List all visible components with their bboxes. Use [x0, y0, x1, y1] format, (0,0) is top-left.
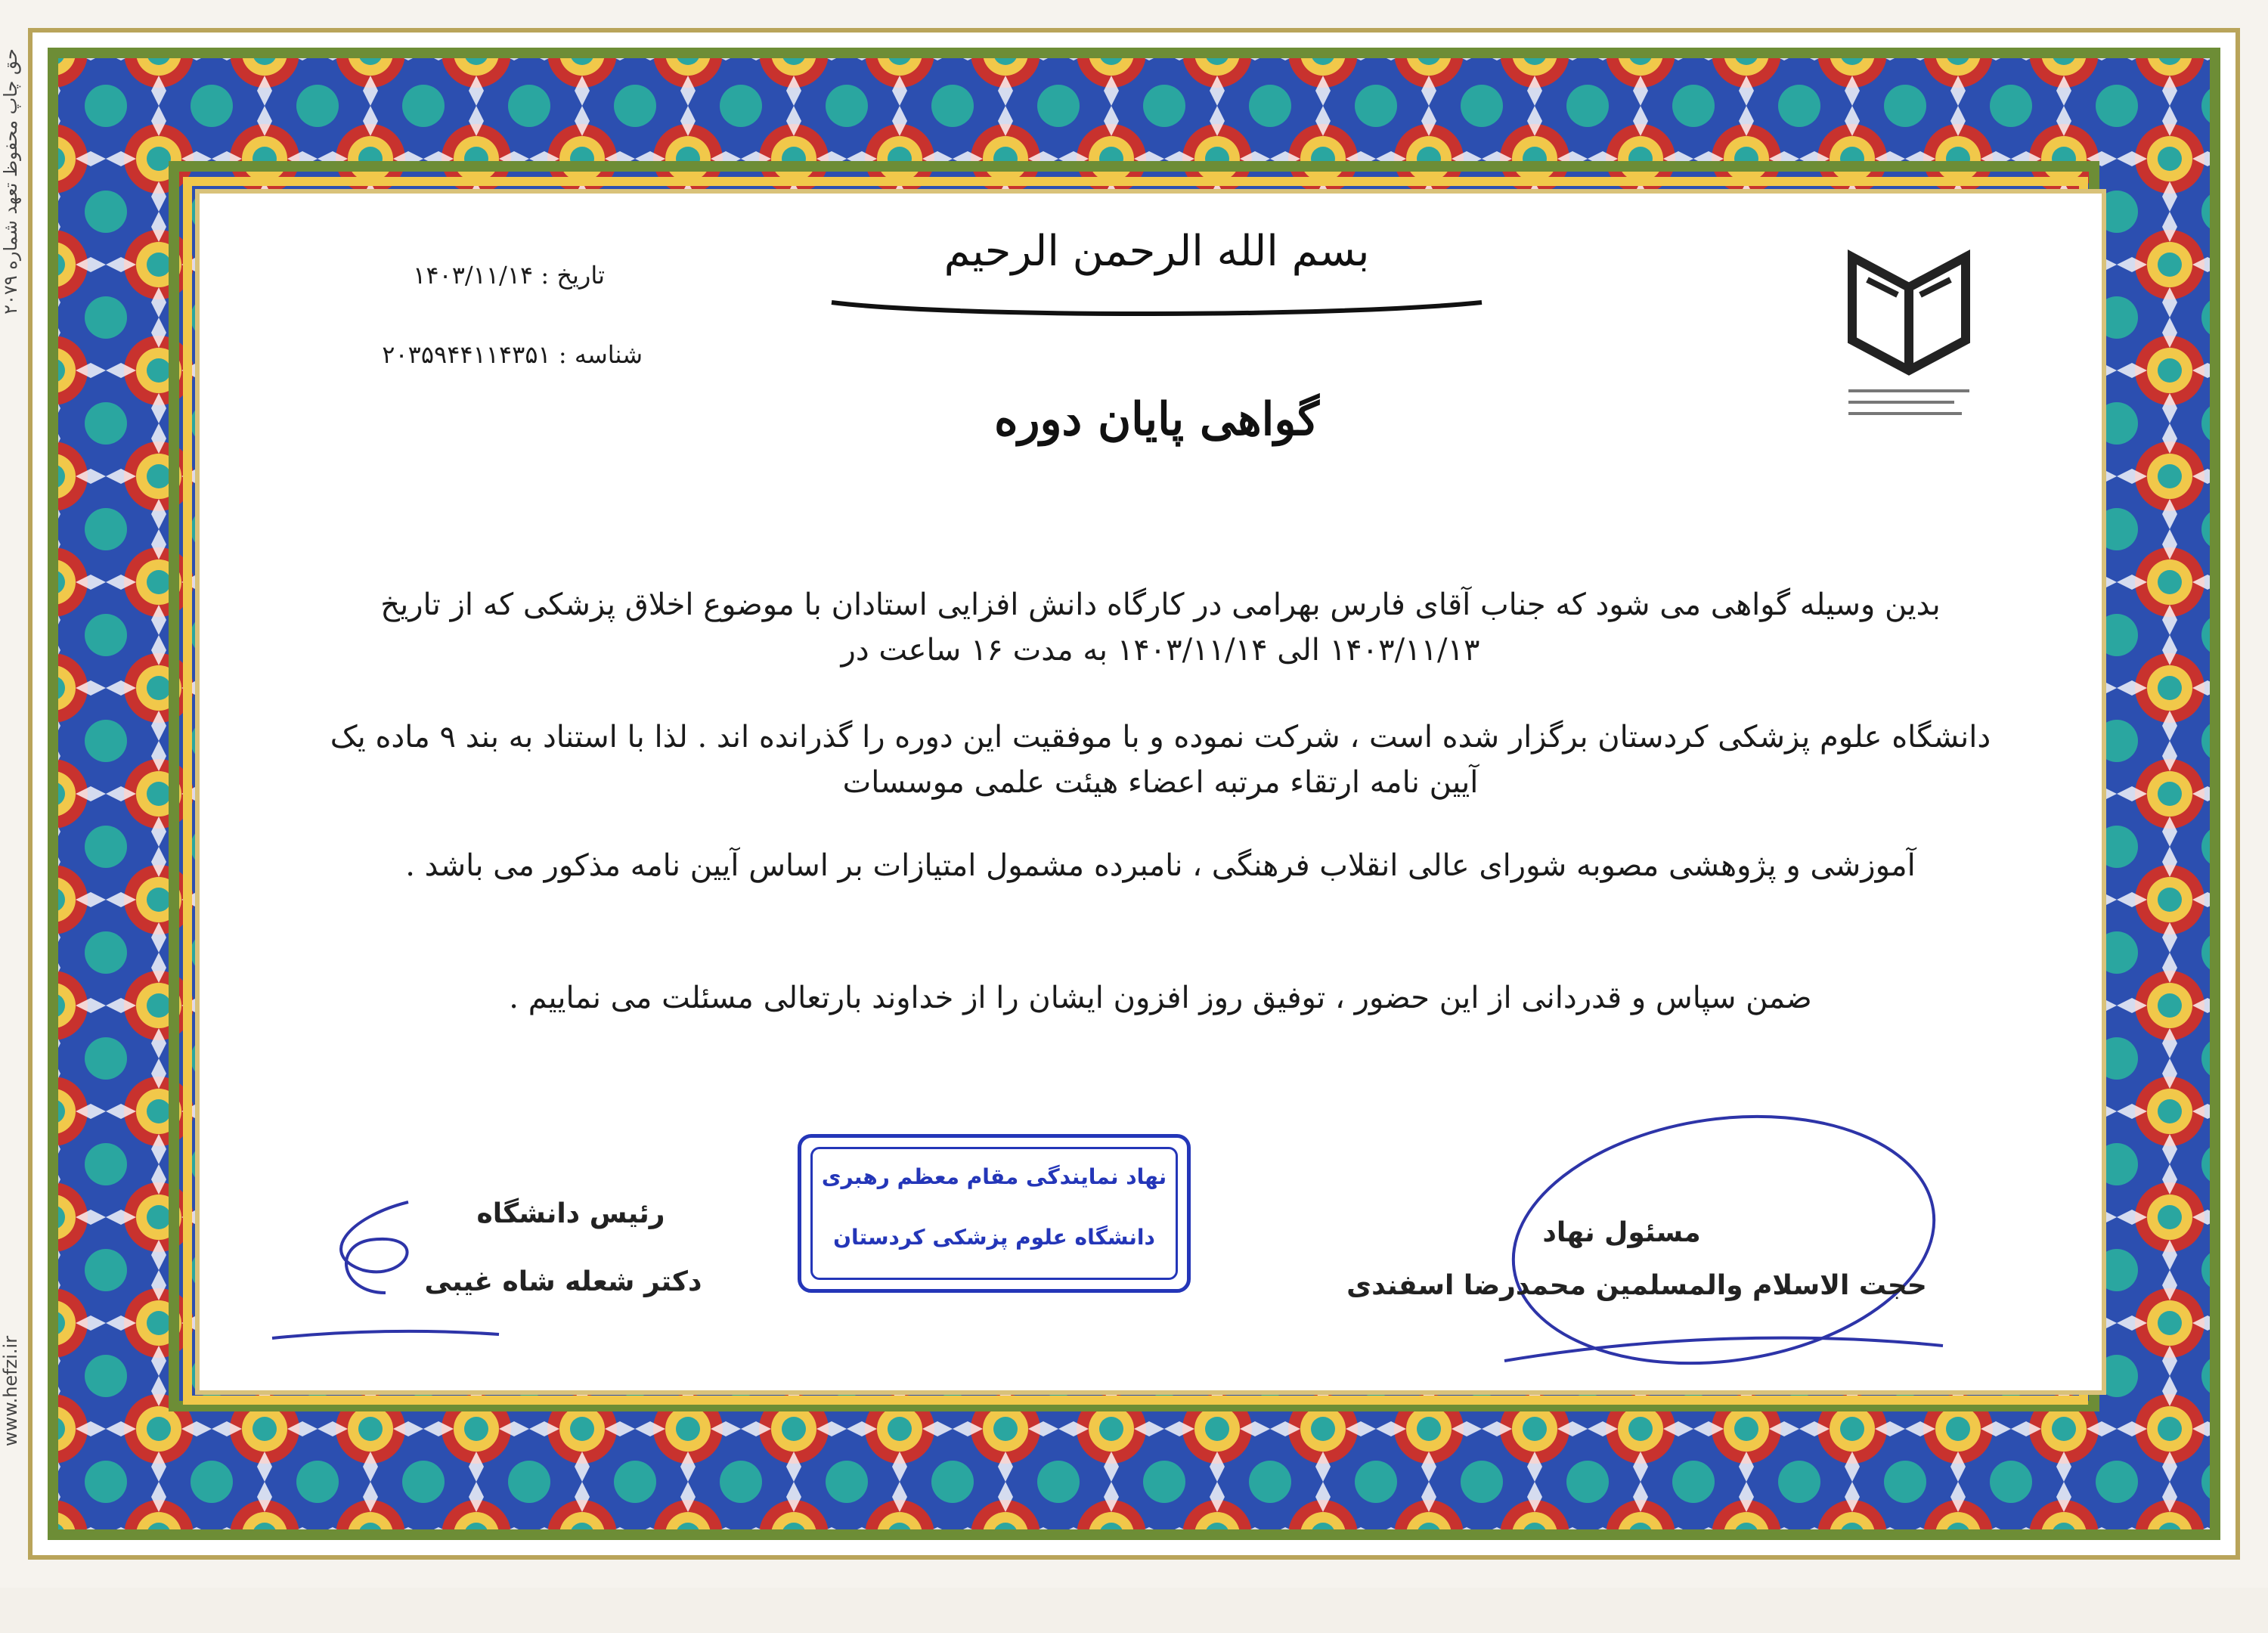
- stamp-line-2: دانشگاه علوم پزشکی کردستان: [833, 1225, 1155, 1250]
- signatory-left-role: رئیس دانشگاه: [476, 1198, 665, 1229]
- body-line-2: دانشگاه علوم پزشکی کردستان برگزار شده است ، شرکت نموده و با موفقیت این دوره را گذرانده اند . لذا با استناد به بند ۹ ماده یک آیین نامه ارتقاء مرتبه اعضاء هیئت علمی موسسات: [330, 720, 1991, 800]
- edge-copyright-text: حق چاپ محفوظ تعهد شماره ۲۰۷۹: [0, 48, 21, 315]
- body-line-3: آموزشی و پژوهشی مصوبه شورای عالی انقلاب فرهنگی ، نامبرده مشمول امتیازات بر اساس آیین نامه مذکور می باشد .: [405, 848, 1916, 883]
- body-line-4: ضمن سپاس و قدردانی از این حضور ، توفیق روز افزون ایشان را از خداوند بارتعالی مسئلت می نماییم .: [509, 981, 1812, 1015]
- certificate-reference-id: شناسه : ۲۰۳۵۹۴۴۱۱۴۳۵۱: [382, 340, 643, 369]
- certificate-title: گواهی پایان دوره: [994, 393, 1319, 446]
- signatory-left-name: دکتر شعله شاه غیبی: [424, 1266, 702, 1297]
- signatory-right-role: مسئول نهاد: [1542, 1217, 1701, 1248]
- certificate-date: تاریخ : ۱۴۰۳/۱۱/۱۴: [413, 261, 605, 290]
- official-stamp: [798, 1134, 1191, 1293]
- signatory-right-name: حجت الاسلام والمسلمین محمدرضا اسفندی: [1346, 1270, 1927, 1301]
- stamp-line-1: نهاد نمایندگی مقام معظم رهبری: [821, 1164, 1167, 1189]
- edge-website-text: www.hefzi.ir: [0, 1335, 21, 1447]
- basmala: بسم الله الرحمن الرحیم: [943, 227, 1370, 276]
- body-line-1: بدین وسیله گواهی می شود که جناب آقای فارس بهرامی در کارگاه دانش افزایی استادان با موضوع اخلاق پزشکی که از تاریخ ۱۴۰۳/۱۱/۱۳ الی ۱۴۰۳/۱۱/۱۴ به مدت ۱۶ ساعت در: [380, 587, 1941, 668]
- university-logo: [1837, 227, 1981, 431]
